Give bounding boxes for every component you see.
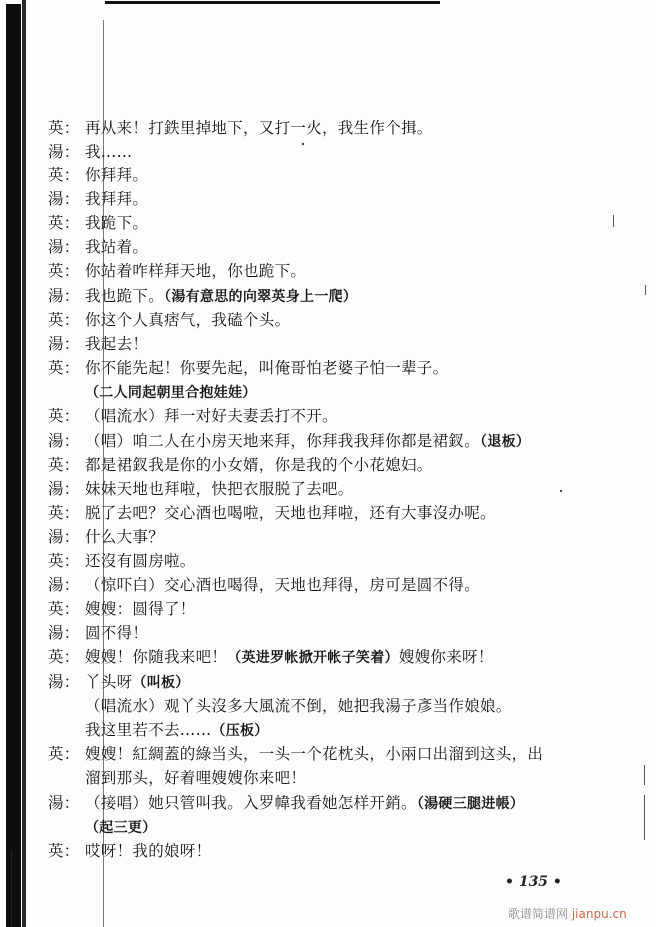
line-text: 嫂嫂：圆得了！ bbox=[85, 600, 196, 618]
speaker-label: 英： bbox=[48, 214, 80, 232]
line-text: 我起去！ bbox=[85, 335, 149, 353]
line-text: 妹妹天地也拜啦，快把衣服脱了去吧。 bbox=[85, 480, 354, 498]
speaker-label: 英： bbox=[48, 745, 80, 763]
dialogue-line bbox=[48, 213, 148, 233]
line-text: （唱）咱二人在小房天地来拜，你拜我我拜你都是裙釵。 bbox=[85, 432, 481, 450]
dialogue-line bbox=[48, 358, 448, 378]
speaker-label: 湯： bbox=[48, 190, 80, 208]
line-text: 你拜拜。 bbox=[85, 166, 149, 184]
line-text: 嫂嫂！你随我来吧！ bbox=[85, 648, 228, 666]
speaker-label: 湯： bbox=[48, 432, 80, 450]
dialogue-line bbox=[48, 793, 524, 814]
dialogue-line bbox=[48, 623, 148, 643]
dialogue-line bbox=[85, 382, 257, 403]
line-text: 我也跪下。 bbox=[85, 287, 165, 305]
speaker-label: 英： bbox=[48, 359, 80, 377]
line-text: （接唱）她只管叫我。入罗幃我看她怎样开銷。 bbox=[85, 794, 417, 812]
speaker-label: 湯： bbox=[48, 528, 80, 546]
dialogue-line bbox=[48, 455, 433, 475]
speaker-label: 英： bbox=[48, 119, 80, 137]
line-text: 我拜拜。 bbox=[85, 190, 149, 208]
speaker-label: 英： bbox=[48, 456, 80, 474]
dialogue-line bbox=[48, 165, 148, 185]
line-text: 圆不得！ bbox=[85, 624, 149, 642]
watermark-cn: 歌谱简谱网 bbox=[508, 907, 569, 921]
dialogue-line bbox=[48, 237, 148, 257]
speaker-label: 湯： bbox=[48, 335, 80, 353]
stage-direction: （起三更） bbox=[85, 820, 157, 836]
stage-direction: （湯硬三腿进帳） bbox=[416, 796, 525, 812]
line-text: 你不能先起！你要先起，叫俺哥怕老婆子怕一辈子。 bbox=[85, 359, 449, 377]
line-text: 哎呀！我的娘呀！ bbox=[85, 842, 212, 860]
speaker-label: 湯： bbox=[48, 143, 80, 161]
stage-direction: （压板） bbox=[211, 723, 269, 739]
speaker-label: 湯： bbox=[48, 794, 80, 812]
watermark bbox=[508, 905, 627, 922]
speaker-label: 湯： bbox=[48, 287, 80, 305]
dialogue-line bbox=[48, 479, 354, 499]
dialogue-line bbox=[48, 334, 148, 354]
dialogue-line bbox=[85, 817, 157, 838]
speaker-label: 英： bbox=[48, 311, 80, 329]
stage-direction: （英进罗帐掀开帐子笑着） bbox=[227, 650, 399, 666]
stage-direction: （退板） bbox=[480, 434, 531, 450]
dialogue-line bbox=[48, 744, 543, 764]
speaker-label: 英： bbox=[48, 166, 80, 184]
dialogue-line bbox=[48, 527, 164, 547]
dialogue-line bbox=[85, 768, 306, 788]
dialogue-line bbox=[48, 118, 433, 138]
stage-direction: （叫板） bbox=[132, 675, 190, 691]
line-text: 都是裙釵我是你的小女婿，你是我的个小花媳妇。 bbox=[85, 456, 433, 474]
line-text: 我跪下。 bbox=[85, 214, 149, 232]
dialogue-line bbox=[48, 599, 196, 619]
speaker-label: 湯： bbox=[48, 673, 80, 691]
line-text: 你这个人真痞气，我磕个头。 bbox=[85, 311, 291, 329]
dialogue-line bbox=[48, 503, 496, 523]
line-text: 我这里若不去…… bbox=[85, 721, 212, 739]
line-text: 再从来！打鉄里掉地下，又打一火，我生作个揖。 bbox=[85, 119, 433, 137]
line-text: 还沒有圆房啦。 bbox=[85, 552, 196, 570]
line-text: 丫头呀 bbox=[85, 673, 133, 691]
dialogue-line bbox=[85, 720, 269, 741]
stage-direction: （湯有意思的向翠英身上一爬） bbox=[164, 289, 358, 305]
dialogue-line bbox=[48, 672, 190, 693]
line-text: 你站着咋样拜天地，你也跪下。 bbox=[85, 262, 307, 280]
speaker-label: 湯： bbox=[48, 576, 80, 594]
dialogue-line bbox=[48, 189, 148, 209]
line-text: （唱流水）观丫头沒多大風流不倒，她把我湯子彥当作娘娘。 bbox=[85, 697, 512, 715]
speaker-label: 湯： bbox=[48, 480, 80, 498]
dialogue-line bbox=[48, 286, 357, 307]
dialogue-line bbox=[48, 431, 530, 452]
speaker-label: 湯： bbox=[48, 238, 80, 256]
watermark-en: jianpu.cn bbox=[571, 907, 627, 921]
speaker-label: 英： bbox=[48, 504, 80, 522]
line-text: 我站着。 bbox=[85, 238, 149, 256]
speaker-label: 英： bbox=[48, 407, 80, 425]
line-text: （惊吓白）交心酒也喝得，天地也拜得，房可是圆不得。 bbox=[85, 576, 481, 594]
stage-direction: （二人同起朝里合抱娃娃） bbox=[85, 385, 257, 401]
line-text-after: 嫂嫂你来呀！ bbox=[398, 648, 494, 666]
line-text: 嫂嫂！紅綢蓋的綠当头，一头一个花枕头，小兩口出溜到这头，出 bbox=[85, 745, 544, 763]
line-text: 脱了去吧？交心酒也喝啦，天地也拜啦，还有大事沒办呢。 bbox=[85, 504, 496, 522]
line-text: （唱流水）拜一对好夫妻丢打不开。 bbox=[85, 407, 338, 425]
speaker-label: 英： bbox=[48, 600, 80, 618]
dialogue-line bbox=[48, 575, 480, 595]
speaker-label: 英： bbox=[48, 648, 80, 666]
dialogue-line bbox=[48, 841, 211, 861]
line-text: 什么大事？ bbox=[85, 528, 165, 546]
dialogue-line bbox=[48, 261, 306, 281]
dialogue-line bbox=[85, 696, 512, 716]
dialogue-line bbox=[48, 406, 338, 426]
dialogue-line bbox=[48, 551, 196, 571]
speaker-label: 英： bbox=[48, 552, 80, 570]
dialogue-line bbox=[48, 142, 132, 162]
speaker-label: 英： bbox=[48, 842, 80, 860]
speaker-label: 湯： bbox=[48, 624, 80, 642]
line-text: 我…… bbox=[85, 143, 133, 161]
dialogue-line bbox=[48, 310, 290, 330]
speaker-label: 英： bbox=[48, 262, 80, 280]
page-number: • 135 • bbox=[505, 874, 562, 890]
dialogue-line bbox=[48, 647, 494, 668]
line-text: 溜到那头，好着哩嫂嫂你来吧！ bbox=[85, 769, 307, 787]
